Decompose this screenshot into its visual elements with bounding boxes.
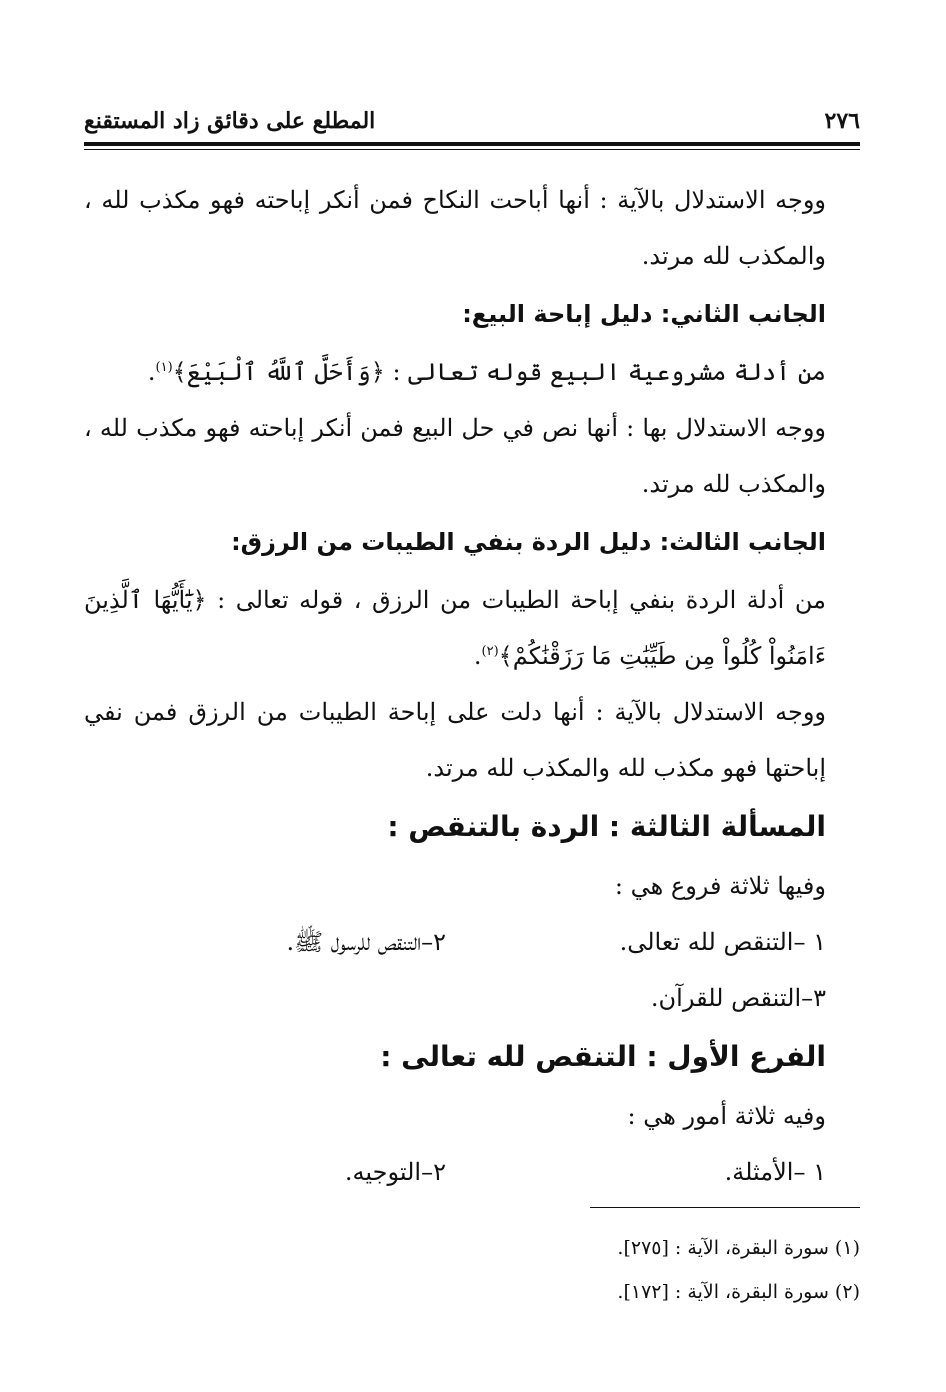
paragraph-three-matters: وفيه ثلاثة أمور هي :	[627, 1102, 826, 1130]
header-rule-thin	[84, 149, 860, 150]
quran-verse-tayyibat: ﴿يَٰٓأَيُّهَا ٱلَّذِينَ ءَامَنُواْ كُلُواْ مِن طَيِّبَٰتِ مَا رَزَقْنَٰكُمْ﴾	[84, 586, 826, 670]
page-number: ٢٧٦	[824, 108, 860, 134]
heading-branch-one: الفرع الأول : التنقص لله تعالى :	[380, 1040, 826, 1073]
paragraph-tayyibat-inference: ووجه الاستدلال بالآية : أنها دلت على إباحة الطيبات من الرزق فمن نفي إباحتها فهو مكذب لله والمكذب لله مرتد.	[84, 698, 826, 782]
list-item: ٣–التنقص للقرآن.	[650, 984, 826, 1012]
paragraph-three-branches: وفيها ثلاثة فروع هي :	[614, 872, 826, 900]
heading-issue-three: المسألة الثالثة : الردة بالتنقص :	[387, 810, 826, 843]
list-item: ٢–التوجيه.	[344, 1158, 446, 1186]
list-item: ١ –الأمثلة.	[724, 1158, 826, 1186]
quran-verse-sale: ﴿وَأَحَلَّ ٱللَّهُ ٱلْبَيْعَ﴾	[172, 358, 385, 386]
tayyibat-verse-end: .	[473, 642, 482, 670]
page-header	[84, 108, 860, 140]
paragraph-marriage-inference: ووجه الاستدلال بالآية : أنها أباحت النكاح فمن أنكر إباحته فهو مكذب لله ، والمكذب لله مرتد.	[84, 186, 826, 270]
paragraph-sale-inference: ووجه الاستدلال بها : أنها نص في حل البيع فمن أنكر إباحته فهو مكذب لله ، والمكذب لله مرتد.	[84, 414, 826, 498]
sale-verse-end: .	[147, 358, 156, 386]
body-text	[84, 172, 826, 1200]
heading-sale-evidence: الجانب الثاني: دليل إباحة البيع:	[462, 300, 826, 328]
running-title: المطلع على دقائق زاد المستقنع	[84, 108, 376, 134]
tayyibat-verse-lead: من أدلة الردة بنفي إباحة الطيبات من الرزق ، قوله تعالى :	[206, 586, 826, 614]
footnote-separator	[590, 1207, 860, 1208]
footnote-ref-2: (٢)	[481, 644, 499, 659]
heading-tayyibat-evidence: الجانب الثالث: دليل الردة بنفي الطيبات من الرزق:	[231, 528, 826, 556]
footnote-1: (١) سورة البقرة، الآية : [٢٧٥].	[617, 1237, 860, 1259]
matters-list-row	[84, 1144, 826, 1200]
branches-list-row-1	[84, 914, 826, 970]
branches-list-row-2	[84, 970, 826, 1026]
list-item: ٢–التنقص للرسول ﷺ.	[286, 928, 446, 956]
paragraph-tayyibat-verse	[84, 572, 826, 684]
header-rule-thick	[84, 142, 860, 146]
footnotes	[360, 1226, 860, 1314]
list-item: ١ –التنقص لله تعالى.	[619, 928, 826, 956]
footnote-ref-1: (١)	[155, 360, 173, 375]
sale-verse-lead: من أدلة مشروعية البيع قوله تعالى :	[384, 358, 826, 386]
paragraph-sale-verse	[84, 344, 826, 400]
footnote-2: (٢) سورة البقرة، الآية : [١٧٢].	[617, 1281, 860, 1303]
